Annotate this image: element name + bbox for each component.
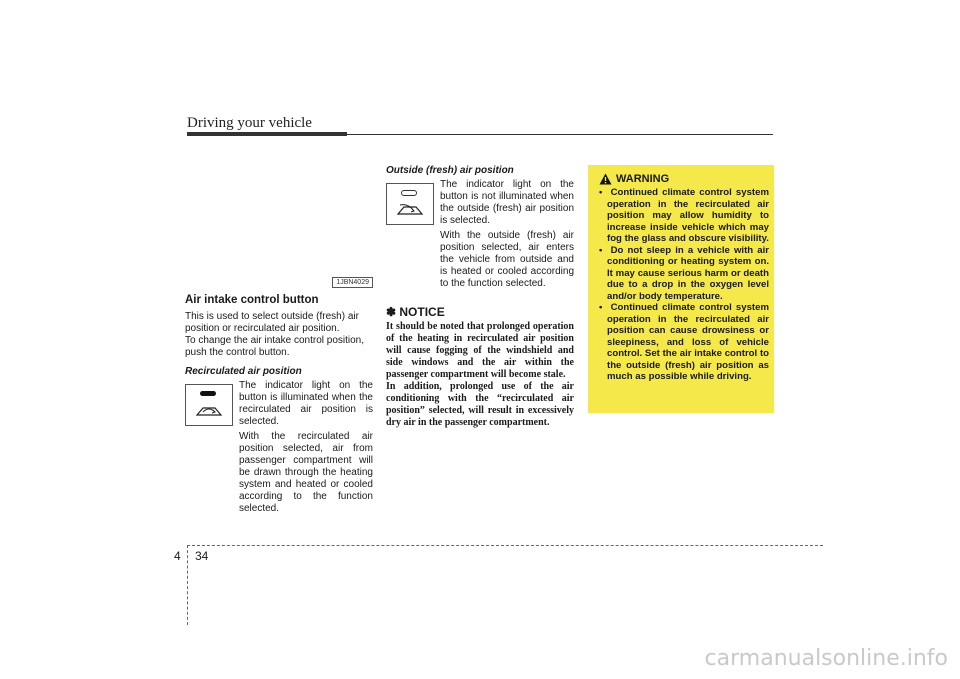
recirculated-paragraph-1: The indicator light on the button is illuminated when the recirculated air position is selected.	[239, 380, 373, 427]
recirculated-description	[239, 380, 373, 518]
recirculated-indicator-row	[185, 380, 373, 518]
outside-indicator-row	[386, 179, 574, 293]
intro-paragraph-1: This is used to select outside (fresh) air position or recirculated air position.	[185, 311, 359, 334]
notice-title: ✽ NOTICE	[386, 305, 445, 319]
chapter-number: 4	[174, 549, 181, 563]
figure-area	[185, 145, 373, 290]
warning-item: • Continued climate control system operation in the recirculated air position may allow humidity to increase inside vehicle which may fog the glass and obscure visibility.	[599, 187, 769, 244]
outside-paragraph-2: With the outside (fresh) air position selected, air enters the vehicle from outside and is heated or cooled according to the function selected.	[440, 230, 574, 289]
warning-title: WARNING	[616, 173, 670, 185]
notice-paragraph-2: In addition, prolonged use of the air conditioning with the “recirculated air position” selected, will result in excessively dry air in the passenger compartment.	[386, 381, 574, 428]
recirculated-paragraph-2: With the recirculated air position selected, air from passenger compartment will be drawn through the heating system and heated or cooled according to the function selected.	[239, 431, 373, 514]
watermark: carmanualsonline.info	[704, 646, 948, 671]
indicator-light-off-icon	[401, 190, 417, 196]
figure-code: 1JBN4029	[332, 277, 373, 288]
recirculate-air-icon	[195, 402, 223, 418]
notice-paragraph-1: It should be noted that prolonged operation of the heating in recirculated air position will cause fogging of the windshield and side windows and the air within the passenger compartment will become stale.	[386, 321, 574, 380]
middle-column	[386, 165, 574, 429]
warning-item: • Do not sleep in a vehicle with air conditioning or heating system on. It may cause serious harm or death due to a drop in the oxygen level and/or body temperature.	[599, 244, 769, 302]
warning-triangle-icon	[599, 173, 612, 185]
intro-paragraph-2: To change the air intake control position, push the control button.	[185, 335, 364, 358]
outside-heading: Outside (fresh) air position	[386, 165, 514, 176]
outside-description	[440, 179, 574, 293]
indicator-light-on-icon	[200, 391, 216, 396]
outside-paragraph-1: The indicator light on the button is not illuminated when the outside (fresh) air position is selected.	[440, 179, 574, 226]
warning-item: • Continued climate control system operation in the recirculated air position can cause drowsiness or sleepiness, and loss of vehicle control. Set the air intake control to the outside (fresh) air position as much as possible while driving.	[599, 302, 769, 382]
warning-box	[588, 165, 774, 413]
header-rule-thick	[187, 132, 347, 136]
section-header-title: Driving your vehicle	[187, 115, 312, 131]
outside-button-illustration	[386, 183, 434, 225]
warning-header	[599, 173, 769, 185]
warning-list	[595, 187, 769, 383]
page-number: 34	[195, 549, 209, 563]
fresh-air-icon	[396, 201, 424, 217]
recirculated-heading: Recirculated air position	[185, 366, 302, 377]
footer-vertical-rule	[187, 545, 188, 625]
recirculated-button-illustration	[185, 384, 233, 426]
notice-body	[386, 321, 574, 429]
left-column	[185, 145, 373, 518]
footer-rule	[187, 545, 823, 546]
header-rule-thin	[347, 134, 773, 135]
section-title: Air intake control button	[185, 294, 319, 306]
